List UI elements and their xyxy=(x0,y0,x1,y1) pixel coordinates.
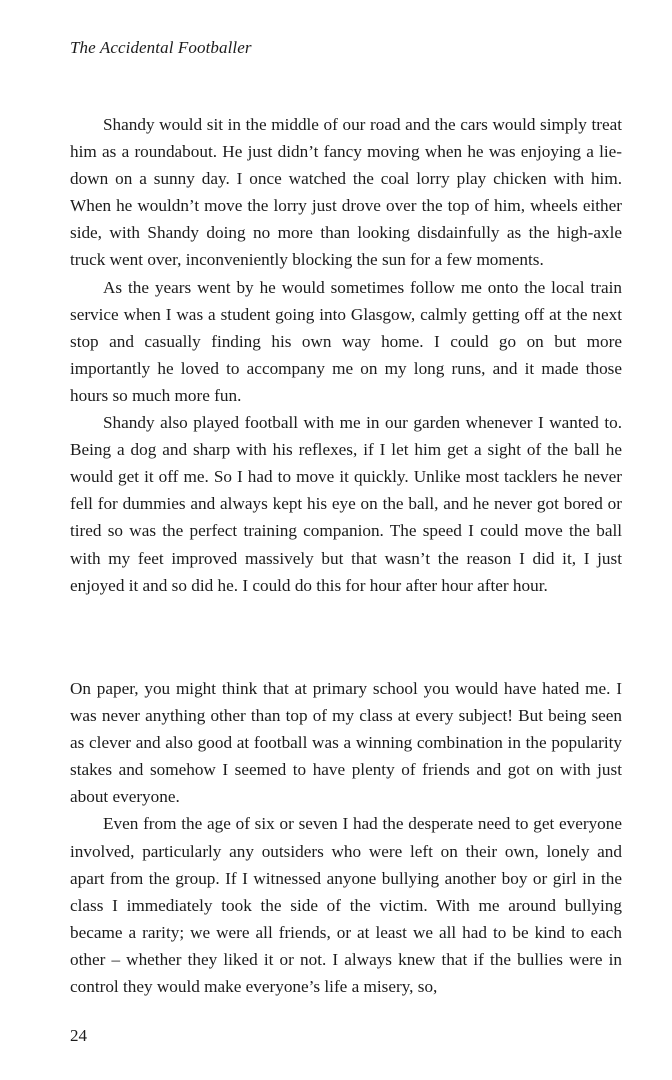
paragraph-bullying: Even from the age of six or seven I had the desperate need to get everyone involved, particularly any outsiders who were left on their own, lonely and apart from the group. If I witnessed anyone bullying another boy or girl in the class I immediately took the side of the victim. With me around bullying became a rarity; we were all friends, or at least we all had to be kind to each other – whether they liked it or not. I always knew that if the bullies were in control they would make everyone’s life a misery, so, xyxy=(70,814,622,997)
paragraph-shandy-roundabout: Shandy would sit in the middle of our road and the cars would simply treat him as a roundabout. He just didn’t fancy moving when he was enjoying a lie-down on a sunny day. I once watched the coal lorry play chicken with him. When he wouldn’t move the lorry just drove over the top of him, wheels either side, with Shandy doing no more than looking disdainfully as the high-axle truck went over, inconveniently blocking the sun for a few moments. xyxy=(70,115,622,270)
page-number: 24 xyxy=(70,1026,87,1045)
paragraph-primary-school: On paper, you might think that at primary school you would have hated me. I was never anything other than top of my class at every subject! But being seen as clever and also good at football was a winning combination in the popularity stakes and somehow I seemed to have plenty of friends and got on with just about everyone. xyxy=(70,679,622,807)
paragraph-shandy-football: Shandy also played football with me in our garden whenever I wanted to. Being a dog and sharp with his reflexes, if I let him get a sight of the ball he would get it off me. So I had to move it quickly. Unlike most tacklers he never fell for dummies and always kept his eye on the ball, and he never got bored or tired so was the perfect training companion. The speed I could move the ball with my feet improved massively but that wasn’t the reason I did it, I just enjoyed it and so did he. I could do this for hour after hour after hour. xyxy=(70,413,622,595)
running-head: The Accidental Footballer xyxy=(70,38,252,57)
section-two xyxy=(70,675,622,1000)
paragraph-shandy-train: As the years went by he would sometimes follow me onto the local train service when I was a student going into Glasgow, calmly getting off at the next stop and casually finding his own way home. I could go on but more importantly he loved to accompany me on my long runs, and it made those hours so much more fun. xyxy=(70,277,622,405)
section-one xyxy=(70,111,622,599)
